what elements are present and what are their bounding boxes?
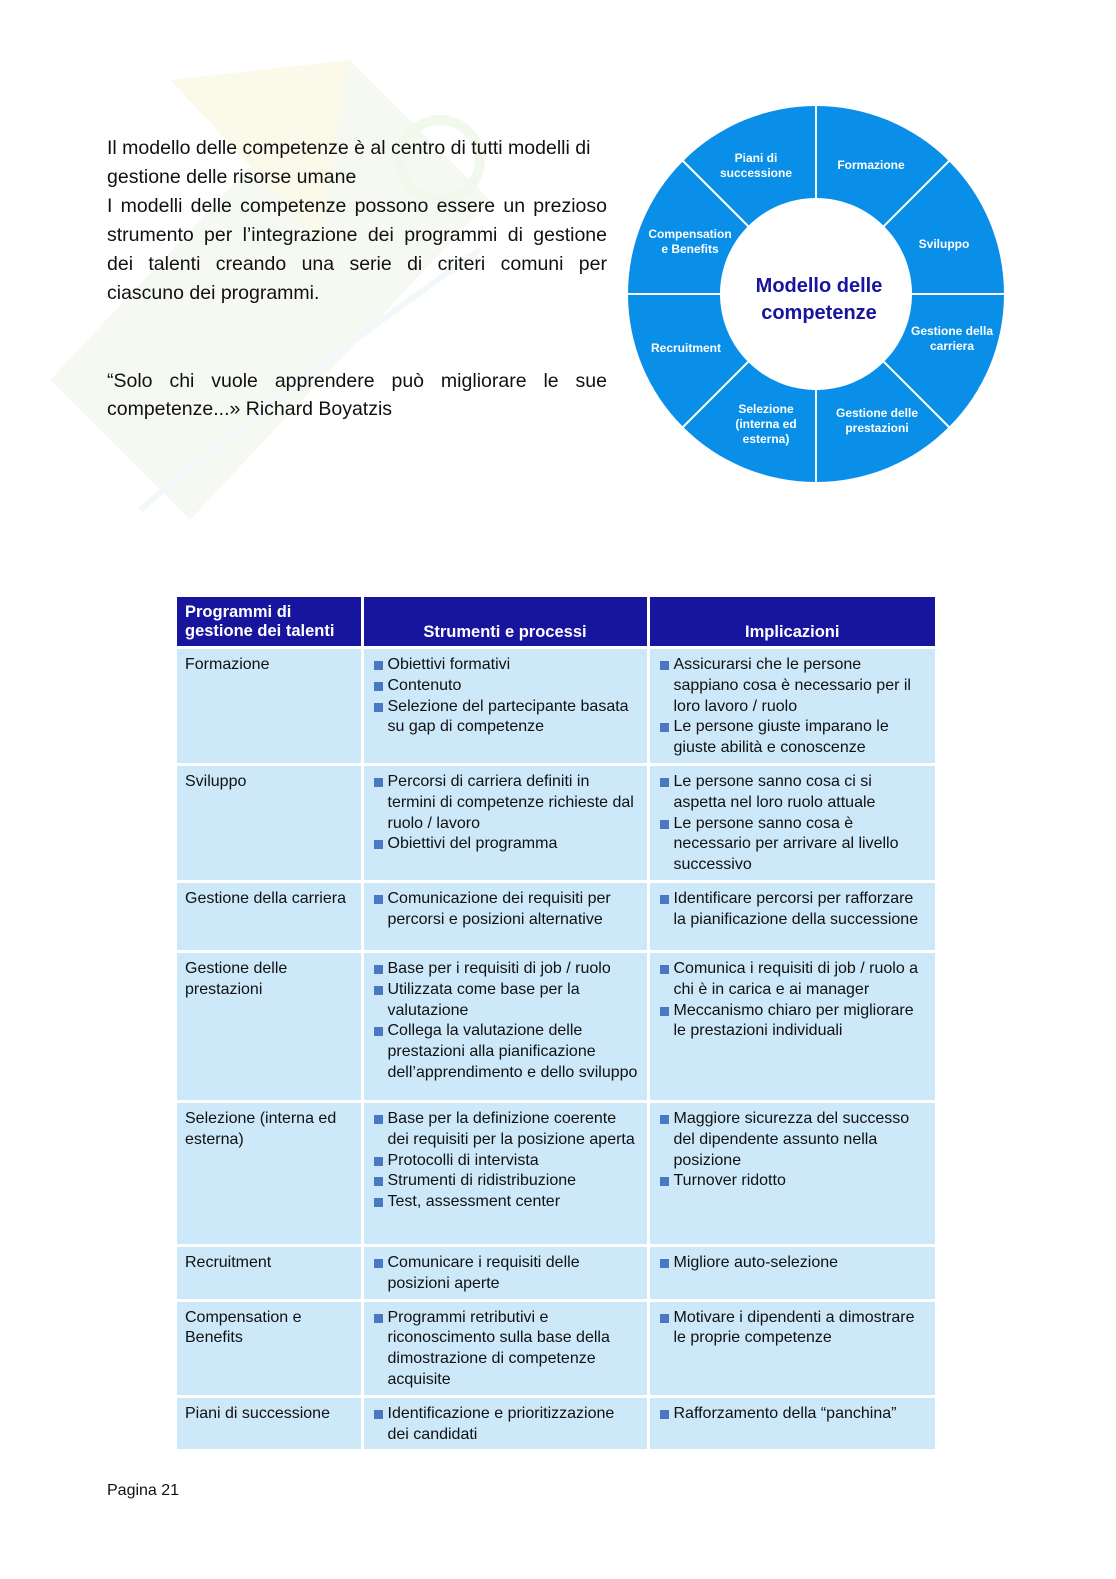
table-header-row: [177, 597, 935, 648]
implication-item: Maggiore sicurezza del successo del dipendente assunto nella posizione: [658, 1109, 928, 1171]
tool-item: Protocolli di intervista: [372, 1151, 639, 1172]
implications-list: [658, 1253, 928, 1274]
tools-list: [372, 959, 639, 1084]
implications-cell: [648, 881, 935, 951]
tool-item: Percorsi di carriera definiti in termini di competenze richieste dal ruolo / lavoro: [372, 772, 639, 834]
implications-list: [658, 655, 928, 759]
intro-text: [107, 134, 607, 423]
wheel-center-line-2: competenze: [761, 302, 877, 324]
implication-item: Meccanismo chiaro per migliorare le prestazioni individuali: [658, 1001, 928, 1043]
wheel-label-carriera-1: Gestione della: [910, 324, 994, 338]
program-cell: Formazione: [177, 648, 362, 765]
program-cell: Sviluppo: [177, 764, 362, 881]
tools-list: [372, 1308, 639, 1391]
wheel-label-sviluppo: Sviluppo: [918, 237, 970, 251]
wheel-label-compensation-1: Compensation: [648, 227, 732, 241]
wheel-label-selezione-2: (interna ed: [735, 417, 797, 431]
implications-list: [658, 889, 928, 931]
implication-item: Le persone giuste imparano le giuste abilità e conoscenze: [658, 717, 928, 759]
implication-item: Migliore auto-selezione: [658, 1253, 928, 1274]
wheel-label-selezione-3: esterna): [742, 432, 790, 446]
program-cell: Piani di successione: [177, 1396, 362, 1449]
implications-list: [658, 1109, 928, 1192]
tool-item: Obiettivi del programma: [372, 834, 639, 855]
tool-item: Utilizzata come base per la valutazione: [372, 980, 639, 1022]
table-row: [177, 1245, 935, 1300]
wheel-label-piani-2: successione: [719, 166, 793, 180]
program-cell: Gestione della carriera: [177, 881, 362, 951]
tool-item: Obiettivi formativi: [372, 655, 639, 676]
implication-item: Comunica i requisiti di job / ruolo a chi è in carica e ai manager: [658, 959, 928, 1001]
implication-item: Le persone sanno cosa è necessario per arrivare al livello successivo: [658, 814, 928, 876]
tool-item: Base per la definizione coerente dei requisiti per la posizione aperta: [372, 1109, 639, 1151]
wheel-label-prestazioni-1: Gestione delle: [835, 406, 919, 420]
wheel-label-piani-1: Piani di: [734, 151, 778, 165]
tools-cell: [362, 764, 648, 881]
implications-list: [658, 1404, 928, 1425]
implications-list: [658, 959, 928, 1042]
implication-item: Assicurarsi che le persone sappiano cosa è necessario per il loro lavoro / ruolo: [658, 655, 928, 717]
implication-item: Rafforzamento della “panchina”: [658, 1404, 928, 1425]
tool-item: Selezione del partecipante basata su gap di competenze: [372, 697, 639, 739]
implications-cell: [648, 1245, 935, 1300]
tool-item: Base per i requisiti di job / ruolo: [372, 959, 639, 980]
header-implications: Implicazioni: [648, 597, 935, 648]
table-row: [177, 648, 935, 765]
tool-item: Comunicazione dei requisiti per percorsi e posizioni alternative: [372, 889, 639, 931]
implications-list: [658, 1308, 928, 1350]
tool-item: Programmi retributivi e riconoscimento sulla base della dimostrazione di competenze acquisite: [372, 1308, 639, 1391]
tool-item: Test, assessment center: [372, 1192, 639, 1213]
table-row: [177, 951, 935, 1101]
tool-item: Collega la valutazione delle prestazioni alla pianificazione dell’apprendimento e dello sviluppo: [372, 1021, 639, 1083]
implications-cell: [648, 1300, 935, 1396]
tools-cell: [362, 1300, 648, 1396]
intro-paragraph-2: I modelli delle competenze possono essere un prezioso strumento per l’integrazione dei programmi di gestione dei talenti creando una serie di criteri comuni per ciascuno dei programmi.: [107, 195, 607, 304]
talent-programs-table: [177, 597, 935, 1449]
implications-list: [658, 772, 928, 876]
header-tools: Strumenti e processi: [362, 597, 648, 648]
tool-item: Strumenti di ridistribuzione: [372, 1171, 639, 1192]
implications-cell: [648, 648, 935, 765]
implications-cell: [648, 764, 935, 881]
wheel-center-line-1: Modello delle: [755, 275, 883, 297]
wheel-label-formazione: Formazione: [837, 158, 905, 172]
program-cell: Gestione delle prestazioni: [177, 951, 362, 1101]
tools-cell: [362, 1101, 648, 1245]
tools-cell: [362, 648, 648, 765]
table-row: [177, 1396, 935, 1449]
wheel-label-compensation-2: e Benefits: [661, 242, 719, 256]
implications-cell: [648, 1101, 935, 1245]
tools-list: [372, 1253, 639, 1295]
table-body: [177, 648, 935, 1450]
tools-list: [372, 1109, 639, 1213]
program-cell: Recruitment: [177, 1245, 362, 1300]
table-row: [177, 1300, 935, 1396]
intro-quote: “Solo chi vuole apprendere può migliorare le sue competenze...» Richard Boyatzis: [107, 370, 607, 420]
tools-cell: [362, 1245, 648, 1300]
table-row: [177, 764, 935, 881]
wheel-label-selezione-1: Selezione: [738, 402, 794, 416]
implication-item: Le persone sanno cosa ci si aspetta nel loro ruolo attuale: [658, 772, 928, 814]
tool-item: Contenuto: [372, 676, 639, 697]
wheel-label-carriera-2: carriera: [929, 339, 975, 353]
tool-item: Comunicare i requisiti delle posizioni aperte: [372, 1253, 639, 1295]
implication-item: Turnover ridotto: [658, 1171, 928, 1192]
implication-item: Motivare i dipendenti a dimostrare le proprie competenze: [658, 1308, 928, 1350]
tools-list: [372, 655, 639, 738]
tools-cell: [362, 951, 648, 1101]
table-row: [177, 1101, 935, 1245]
tools-cell: [362, 881, 648, 951]
tools-cell: [362, 1396, 648, 1449]
program-cell: Compensation e Benefits: [177, 1300, 362, 1396]
implication-item: Identificare percorsi per rafforzare la pianificazione della successione: [658, 889, 928, 931]
competency-wheel: [626, 104, 1006, 484]
program-cell: Selezione (interna ed esterna): [177, 1101, 362, 1245]
wheel-label-prestazioni-2: prestazioni: [845, 421, 909, 435]
table-row: [177, 881, 935, 951]
implications-cell: [648, 951, 935, 1101]
page-number: Pagina 21: [107, 1482, 180, 1499]
wheel-label-recruitment: Recruitment: [650, 341, 722, 355]
intro-paragraph-1: Il modello delle competenze è al centro di tutti modelli di gestione delle risorse umane: [107, 137, 591, 188]
header-programs: Programmi di gestione dei talenti: [177, 597, 362, 648]
tools-list: [372, 772, 639, 855]
tool-item: Identificazione e prioritizzazione dei candidati: [372, 1404, 639, 1446]
implications-cell: [648, 1396, 935, 1449]
tools-list: [372, 1404, 639, 1446]
tools-list: [372, 889, 639, 931]
